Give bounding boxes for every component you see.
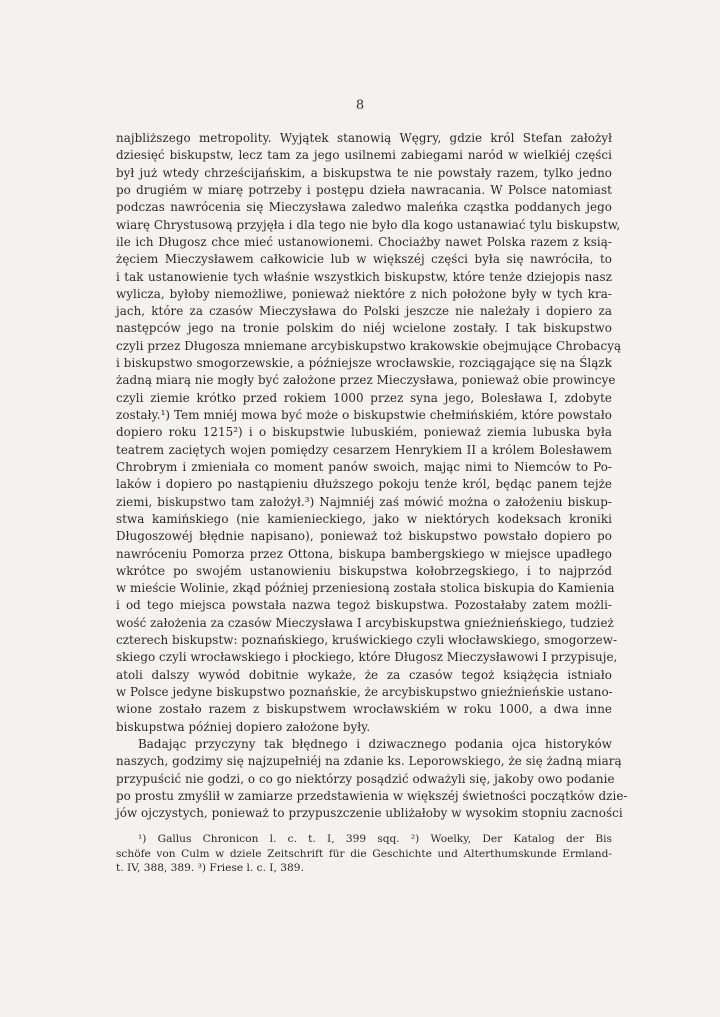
text-line: wość założenia za czasów Mieczysława I arcybiskupstwa gnieźnieńskiego, tudzież [116,615,614,630]
text-line: naszych, godzimy się najzupełniéj na zdanie ks. Leporowskiego, że się żadną miarą [116,754,622,769]
footnote-line: schöfe von Culm w dziele Zeitschrift für die Geschichte und Alterthumskunde Ermland- [116,847,612,860]
text-line: nawróceniu Pomorza przez Ottona, biskupa bambergskiego w miejsce upadłego [116,546,612,561]
footnote-line: ¹) Gallus Chronicon l. c. t. I, 399 sqq. ²) Woelky, Der Katalog der Bis [138,833,612,845]
text-line: czterech biskupstw: poznańskiego, kruświckiego czyli włocławskiego, smogorzew- [116,633,618,648]
text-line: dopiero roku 1215²) i o biskupstwie lubuskiém, ponieważ ziemia lubuska była [116,425,612,440]
body-text [116,130,628,823]
text-line: żęciem Mieczysławem całkowicie lub w większéj części była się nawróciła, to [116,252,612,267]
text-line: i od tego miejsca powstała nazwa tegoż biskupstwa. Pozostałaby zatem możli- [116,598,612,613]
text-line: wkrótce po swojém ustanowieniu biskupstwa kołobrzegskiego, i to najprzód [116,563,612,578]
footnote-line: t. IV, 388, 389. ³) Friese l. c. I, 389. [116,862,304,874]
text-line: skiego czyli wrocławskiego i płockiego, które Długosz Mieczysławowi I przypisuje, [116,650,618,665]
text-line: stwa kamińskiego (nie kamienieckiego, jako w niektórych kodeksach kroniki [116,511,612,526]
text-line: jach, które za czasów Mieczysława do Polski jeszcze nie należały i dopiero za [116,304,612,319]
text-line: teatrem zaciętych wojen pomiędzy cesarzem Henrykiem II a królem Bolesławem [116,442,612,457]
text-line: następców jego na tronie polskim do niéj wcielone zostały. I tak biskupstwo [116,321,612,336]
text-line: i tak ustanowienie tych właśnie wszystkich biskupstw, które tenże dziejopis nasz [116,269,612,284]
text-line: ziemi, biskupstwo tam założył.³) Najmniéj zaś mówić można o założeniu biskup- [116,494,612,509]
page-number: 8 [355,98,365,113]
text-line: był już wtedy chrześcijańskim, a biskupstwa te nie powstały razem, tylko jedno [116,165,612,180]
text-line: czyli ziemie krótko przed rokiem 1000 przez syna jego, Bolesława I, zdobyte [116,390,612,405]
text-line: dziesięć biskupstw, lecz tam za jego usilnemi zabiegami naród w wielkiéj części [116,148,612,163]
text-line: najbliższego metropolity. Wyjątek stanowią Węgry, gdzie król Stefan założył [116,131,612,145]
text-line: wiarę Chrystusową przyjęła i dla tego nie było dla kogo ustanawiać tylu biskupstw, [116,217,621,232]
text-line: w mieście Wolinie, zkąd później przeniesioną została stolica biskupia do Kamienia [116,581,615,596]
text-line: w Polsce jedyne biskupstwo poznańskie, że arcybiskupstwo gnieźnieńskie ustano- [116,685,613,699]
text-line: i biskupstwo smogorzewskie, a późniejsze wrocławskie, rozciągające się na Ślązk [116,356,612,371]
text-line: przypuścić nie godzi, o co go niektórzy posądzić odważyli się, jakoby owo podanie [116,771,615,786]
text-line: laków i dopiero po nastąpieniu dłuższego pokoju tenże król, będąc panem tejże [116,477,612,492]
text-line: jów ojczystych, ponieważ to przypuszczenie ubliżałoby w wysokim stopniu zacności [116,806,623,821]
text-line: czyli przez Długosza mniemane arcybiskupstwo krakowskie obejmujące Chrobacyą [116,338,622,353]
text-line: ile ich Długosz chce mieć ustanowionemi. Chociażby nawet Polska razem z ksią- [116,234,612,249]
text-line: podczas nawrócenia się Mieczysława zaledwo maleńka cząstka poddanych jego [116,200,612,215]
text-line: po drugiém w miarę potrzeby i postępu dzieła nawracania. W Polsce natomiast [116,182,612,197]
text-line: Długoszowéj błędnie napisano), ponieważ toż biskupstwo powstało dopiero po [116,529,612,544]
text-line: po prostu zmyślił w zamiarze przedstawienia w większéj świetności początków dzie- [116,788,628,803]
text-line: zostały.¹) Tem mniéj mowa być może o biskupstwie chełmińskiém, które powstało [116,408,612,422]
text-line: żadną miarą nie mogły być założone przez Mieczysława, ponieważ obie prowincye [116,373,616,388]
text-line: wylicza, byłoby niemożliwe, ponieważ niektóre z nich położone były w tych kra- [116,286,612,301]
text-line: wione zostało razem z biskupstwem wrocławskiém w roku 1000, a dwa inne [116,702,612,717]
footnotes [116,832,612,876]
text-line: Chrobrym i zmieniała co moment panów swoich, mając nimi to Niemców to Po- [116,459,612,474]
text-line: biskupstwa później dopiero założone były. [116,719,371,734]
paragraph-start-line: Badając przyczyny tak błędnego i dziwacznego podania ojca historyków [138,736,612,751]
text-line: atoli dalszy wywód dobitnie wykaże, że za czasów tegoż książęcia istniało [116,667,612,682]
